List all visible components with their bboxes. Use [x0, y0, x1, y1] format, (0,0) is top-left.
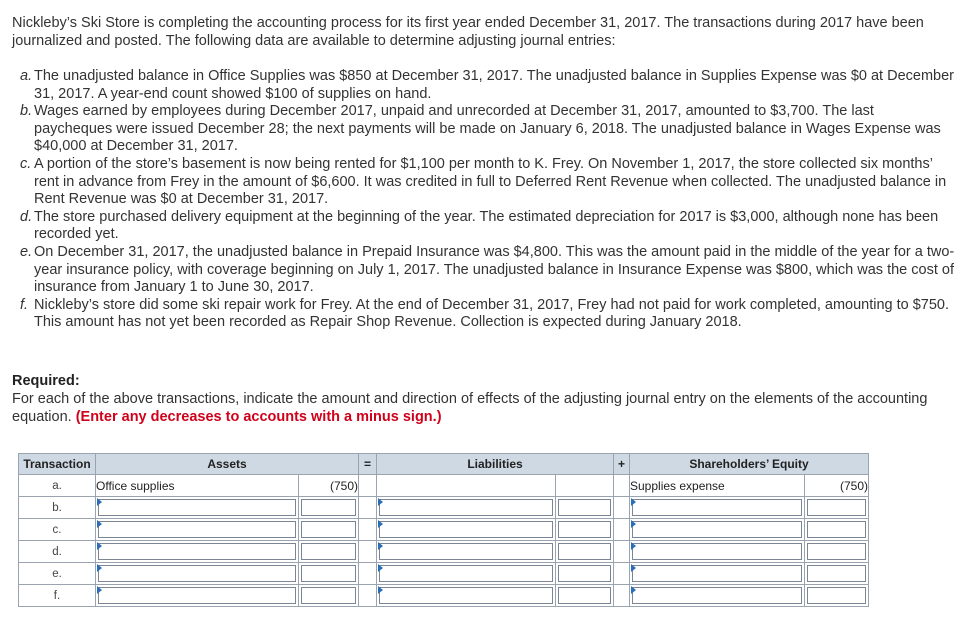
equity-account-select[interactable] — [630, 541, 805, 563]
table-row — [19, 563, 869, 585]
separator-cell — [359, 475, 377, 497]
liability-amount-input[interactable] — [556, 497, 614, 519]
separator-cell — [614, 519, 630, 541]
list-item — [20, 103, 955, 156]
equity-amount-input[interactable] — [805, 585, 869, 607]
item-letter: e. — [20, 243, 33, 260]
asset-amount-input[interactable] — [298, 585, 358, 607]
separator-cell — [614, 497, 630, 519]
item-text: The store purchased delivery equipment at the beginning of the year. The estimated depreciation for 2017 is $3,000, although none has been recorded yet. — [34, 208, 939, 243]
row-label: a. — [19, 475, 96, 497]
separator-cell — [359, 519, 377, 541]
liability-account-select[interactable] — [377, 541, 556, 563]
asset-amount-input[interactable] — [298, 563, 358, 585]
equity-amount-input[interactable] — [805, 563, 869, 585]
required-text: For each of the above transactions, indicate the amount and direction of effects of the adjusting journal entry on the elements of the accounting equation. — [12, 391, 928, 425]
list-item — [20, 244, 955, 297]
item-text: The unadjusted balance in Office Supplies was $850 at December 31, 2017. The unadjusted balance in Supplies Expense was $0 at December 31, 2017. A year-end count showed $100 of supplies on hand. — [34, 68, 954, 102]
liability-account-select[interactable] — [377, 519, 556, 541]
separator-cell — [359, 585, 377, 607]
separator-cell — [614, 563, 630, 585]
dropdown-marker-icon — [97, 586, 102, 594]
equity-account-select[interactable] — [630, 563, 805, 585]
dropdown-marker-icon — [631, 542, 636, 550]
dropdown-marker-icon — [378, 564, 383, 572]
transaction-header: Transaction — [19, 454, 96, 475]
dropdown-marker-icon — [631, 586, 636, 594]
item-letter: b. — [20, 103, 33, 120]
equity-amount-input[interactable] — [805, 519, 869, 541]
list-item — [20, 297, 955, 332]
row-label: d. — [19, 541, 96, 563]
separator-cell — [359, 563, 377, 585]
dropdown-marker-icon — [97, 520, 102, 528]
equals-sign: = — [359, 454, 377, 475]
asset-account-select[interactable] — [96, 585, 299, 607]
asset-amount-input[interactable] — [298, 497, 358, 519]
separator-cell — [614, 541, 630, 563]
required-instructions — [12, 391, 947, 426]
liability-amount-input[interactable] — [556, 563, 614, 585]
dropdown-marker-icon — [631, 564, 636, 572]
asset-account-select[interactable] — [96, 519, 299, 541]
asset-account-select[interactable] — [96, 563, 299, 585]
table-row — [19, 519, 869, 541]
item-text: A portion of the store’s basement is now being rented for $1,100 per month to K. Frey. On November 1, 2017, the store collected six months’ rent in advance from Frey in the amount of $6,600. It was credited in full to Deferred Rent Revenue when collected. The unadjusted balance in Rent Revenue was $0 at December 31, 2017. — [34, 155, 947, 208]
asset-account-select[interactable] — [96, 541, 299, 563]
equity-account-select[interactable] — [630, 585, 805, 607]
list-item — [20, 68, 955, 103]
dropdown-marker-icon — [378, 586, 383, 594]
liabilities-header: Liabilities — [377, 454, 614, 475]
equity-account-select[interactable] — [630, 519, 805, 541]
required-heading: Required: — [12, 373, 80, 389]
table-row — [19, 497, 869, 519]
list-item — [20, 156, 955, 209]
liability-account-cell — [377, 475, 556, 497]
transaction-list — [20, 68, 955, 332]
dropdown-marker-icon — [378, 498, 383, 506]
asset-amount-input[interactable] — [298, 519, 358, 541]
asset-account-cell: Office supplies — [96, 475, 299, 497]
item-letter: a. — [20, 68, 33, 84]
list-item — [20, 209, 955, 244]
asset-amount-cell: (750) — [298, 475, 358, 497]
asset-account-select[interactable] — [96, 497, 299, 519]
row-label: c. — [19, 519, 96, 541]
plus-sign: + — [614, 454, 630, 475]
liability-account-select[interactable] — [377, 497, 556, 519]
dropdown-marker-icon — [631, 520, 636, 528]
table-row — [19, 585, 869, 607]
table-row — [19, 541, 869, 563]
item-text: On December 31, 2017, the unadjusted balance in Prepaid Insurance was $4,800. This was the amount paid in the middle of the year for a two-year insurance policy, with coverage beginning on July 1, 2017. The unadjusted balance in Insurance Expense was $800, which was the cost of insurance from January 1 to June 30, 2017. — [34, 243, 955, 296]
equity-amount-input[interactable] — [805, 497, 869, 519]
equity-amount-input[interactable] — [805, 541, 869, 563]
dropdown-marker-icon — [378, 520, 383, 528]
row-label: f. — [19, 585, 96, 607]
equity-account-select[interactable] — [630, 497, 805, 519]
dropdown-marker-icon — [97, 542, 102, 550]
liability-amount-input[interactable] — [556, 541, 614, 563]
row-label: e. — [19, 563, 96, 585]
liability-amount-input[interactable] — [556, 519, 614, 541]
dropdown-marker-icon — [97, 564, 102, 572]
item-text: Wages earned by employees during December 2017, unpaid and unrecorded at December 31, 2017, amounted to $3,700. The last paycheques were issued December 28; the next payments will be made on January 6, 2018. The unadjusted balance in Wages Expense was $40,000 at December 31, 2017. — [34, 103, 941, 155]
equity-account-cell: Supplies expense — [630, 475, 805, 497]
row-label: b. — [19, 497, 96, 519]
table-header-row — [19, 454, 869, 475]
item-letter: d. — [20, 208, 33, 225]
separator-cell — [614, 585, 630, 607]
assets-header: Assets — [96, 454, 359, 475]
liability-account-select[interactable] — [377, 563, 556, 585]
dropdown-marker-icon — [378, 542, 383, 550]
item-text: Nickleby’s store did some ski repair work for Frey. At the end of December 31, 2017, Frey had not paid for work completed, amounting to $750. This amount has not yet been recorded as Repair Shop Revenue. Collection is expected during January 2018. — [34, 296, 950, 331]
item-letter: f. — [20, 296, 29, 313]
equity-amount-cell: (750) — [805, 475, 869, 497]
required-note: (Enter any decreases to accounts with a minus sign.) — [75, 408, 442, 425]
liability-amount-cell — [556, 475, 614, 497]
item-letter: c. — [20, 155, 32, 172]
table-row — [19, 475, 869, 497]
separator-cell — [359, 541, 377, 563]
problem-intro: Nickleby’s Ski Store is completing the accounting process for its first year ended December 31, 2017. The transactions during 2017 have been journalized and posted. The following data are available to determine adjusting journal entries: — [12, 15, 924, 49]
accounting-equation-table — [18, 453, 869, 607]
separator-cell — [614, 475, 630, 497]
separator-cell — [359, 497, 377, 519]
dropdown-marker-icon — [631, 498, 636, 506]
liability-account-select[interactable] — [377, 585, 556, 607]
liability-amount-input[interactable] — [556, 585, 614, 607]
asset-amount-input[interactable] — [298, 541, 358, 563]
equity-header: Shareholders’ Equity — [630, 454, 869, 475]
dropdown-marker-icon — [97, 498, 102, 506]
